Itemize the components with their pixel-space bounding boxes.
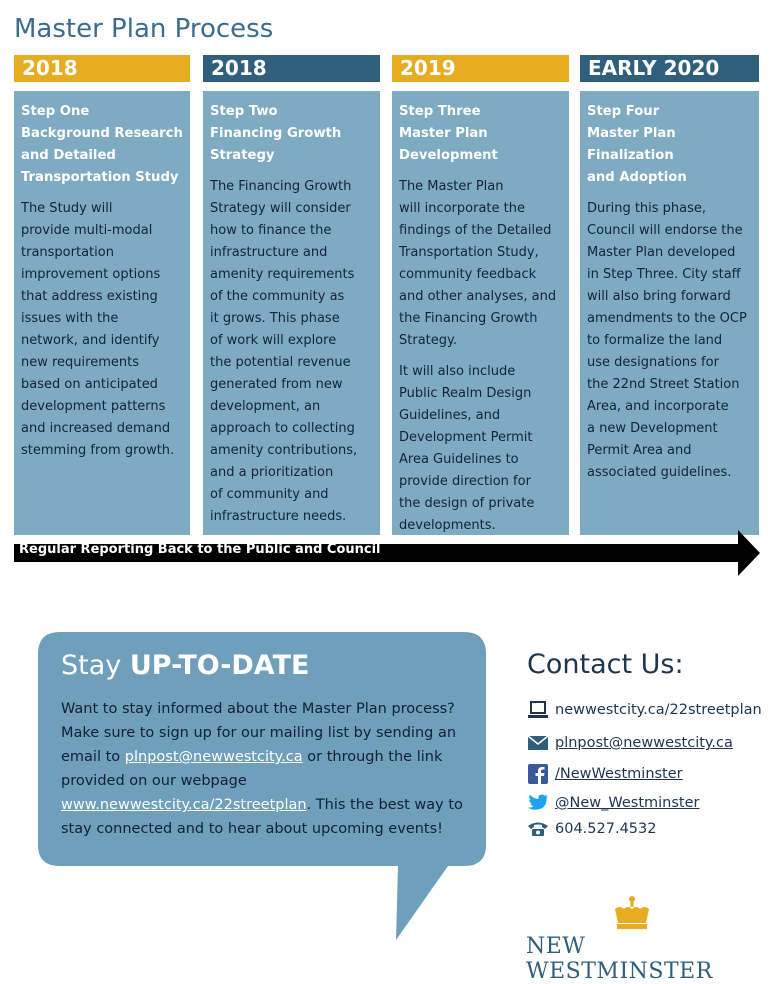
contact-title: Contact Us:	[527, 649, 684, 680]
description-line: Master Plan developed	[587, 245, 736, 260]
description-line: will also bring forward	[587, 289, 731, 304]
description-line: During this phase,	[587, 201, 707, 216]
step-label: Step Two	[210, 104, 278, 119]
step-label: Step One	[21, 104, 90, 119]
description-line: will incorporate the	[399, 201, 525, 216]
description-line: amenity requirements	[210, 267, 355, 282]
step-heading-line: and Adoption	[587, 170, 687, 185]
new-westminster-logo: NEW WESTMINSTER	[526, 934, 713, 984]
stay-up-to-date-text: Want to stay informed about the Master Plan process? Make sure to sign up for our mailing list by sending an email to plnpost@newwestcity.ca or through the link provided on our webpage www.newwestcity.ca/22streetplan. This the best way to stay connected and to hear about upcoming events!	[61, 701, 463, 837]
description-line: use designations for	[587, 355, 719, 370]
description-line: developments.	[399, 518, 496, 533]
crown-logo-icon	[612, 895, 652, 931]
description-line: The Study will	[21, 201, 113, 216]
contact-twitter[interactable]: @New_Westminster	[527, 791, 700, 815]
description-line: it grows. This phase	[210, 311, 340, 326]
year-header-4: EARLY 2020	[580, 55, 759, 82]
description-line: Council will endorse the	[587, 223, 743, 238]
description-line: the 22nd Street Station	[587, 377, 740, 392]
twitter-icon	[527, 793, 549, 813]
description-line: that address existing	[21, 289, 158, 304]
contact-email[interactable]: plnpost@newwestcity.ca	[527, 731, 733, 755]
description-line: provide direction for	[399, 474, 531, 489]
description-line: Area, and incorporate	[587, 399, 729, 414]
step-heading-line: Master Plan	[399, 126, 488, 141]
description-line: provide multi-modal	[21, 223, 153, 238]
webpage-link[interactable]: www.newwestcity.ca/22streetplan	[61, 797, 307, 813]
phone-icon	[527, 819, 549, 839]
description-line: associated guidelines.	[587, 465, 732, 480]
description-line: Area Guidelines to	[399, 452, 519, 467]
description-line: Development Permit	[399, 430, 533, 445]
description-line: development, an	[210, 399, 321, 414]
description-line: infrastructure and	[210, 245, 328, 260]
description-line: issues with the	[21, 311, 119, 326]
description-line: Strategy.	[399, 333, 457, 348]
year-header-2: 2018	[203, 55, 380, 82]
description-line: amenity contributions,	[210, 443, 358, 458]
description-line: Transportation Study,	[399, 245, 539, 260]
description-line: the Financing Growth	[399, 311, 538, 326]
description-line: how to finance the	[210, 223, 332, 238]
description-line: Guidelines, and	[399, 408, 501, 423]
reporting-arrow-label: Regular Reporting Back to the Public and Council	[19, 542, 381, 557]
description-line: and increased demand	[21, 421, 171, 436]
description-line: Permit Area and	[587, 443, 692, 458]
description-line: the design of private	[399, 496, 535, 511]
step-heading-line: Development	[399, 148, 498, 163]
envelope-icon	[527, 733, 549, 753]
description-line: to formalize the land	[587, 333, 723, 348]
description-line: a new Development	[587, 421, 718, 436]
step-heading-line: Background Research	[21, 126, 183, 141]
description-line: The Master Plan	[399, 179, 504, 194]
step-label: Step Four	[587, 104, 660, 119]
description-line: amendments to the OCP	[587, 311, 747, 326]
description-line: of work will explore	[210, 333, 337, 348]
facebook-icon	[527, 764, 549, 784]
step-heading-line: Master Plan Finalization	[587, 126, 676, 163]
step-heading-line: Financing Growth	[210, 126, 342, 141]
description-line: findings of the Detailed	[399, 223, 552, 238]
page-title: Master Plan Process	[14, 14, 274, 44]
step-label: Step Three	[399, 104, 481, 119]
contact-phone[interactable]: 604.527.4532	[527, 817, 656, 841]
description-line: transportation	[21, 245, 114, 260]
description-line: and other analyses, and	[399, 289, 557, 304]
description-line: Public Realm Design	[399, 386, 532, 401]
step-heading-line: Transportation Study	[21, 170, 179, 185]
description-line: in Step Three. City staff	[587, 267, 741, 282]
description-line: generated from new	[210, 377, 343, 392]
year-header-3: 2019	[392, 55, 569, 82]
description-line: and a prioritization	[210, 465, 334, 480]
description-line: new requirements	[21, 355, 139, 370]
description-line: Strategy will consider	[210, 201, 351, 216]
stay-up-to-date-title: Stay UP-TO-DATE	[61, 650, 310, 681]
year-header-1: 2018	[14, 55, 190, 82]
description-line: approach to collecting	[210, 421, 355, 436]
description-line: development patterns	[21, 399, 166, 414]
description-line: the potential revenue	[210, 355, 351, 370]
laptop-icon	[527, 700, 549, 720]
description-line: network, and identify	[21, 333, 160, 348]
description-line: of the community as	[210, 289, 345, 304]
description-line: improvement options	[21, 267, 161, 282]
description-line: The Financing Growth	[210, 179, 352, 194]
description-line: based on anticipated	[21, 377, 158, 392]
description-line: infrastructure needs.	[210, 509, 347, 524]
contact-facebook[interactable]: /NewWestminster	[527, 762, 683, 786]
description-line: of community and	[210, 487, 329, 502]
description-line: It will also include	[399, 364, 516, 379]
contact-website[interactable]: newwestcity.ca/22streetplan	[527, 698, 762, 722]
step-heading-line: Strategy	[210, 148, 275, 163]
description-line: stemming from growth.	[21, 443, 175, 458]
step-heading-line: and Detailed	[21, 148, 116, 163]
description-line: community feedback	[399, 267, 537, 282]
email-link[interactable]: plnpost@newwestcity.ca	[124, 749, 303, 765]
